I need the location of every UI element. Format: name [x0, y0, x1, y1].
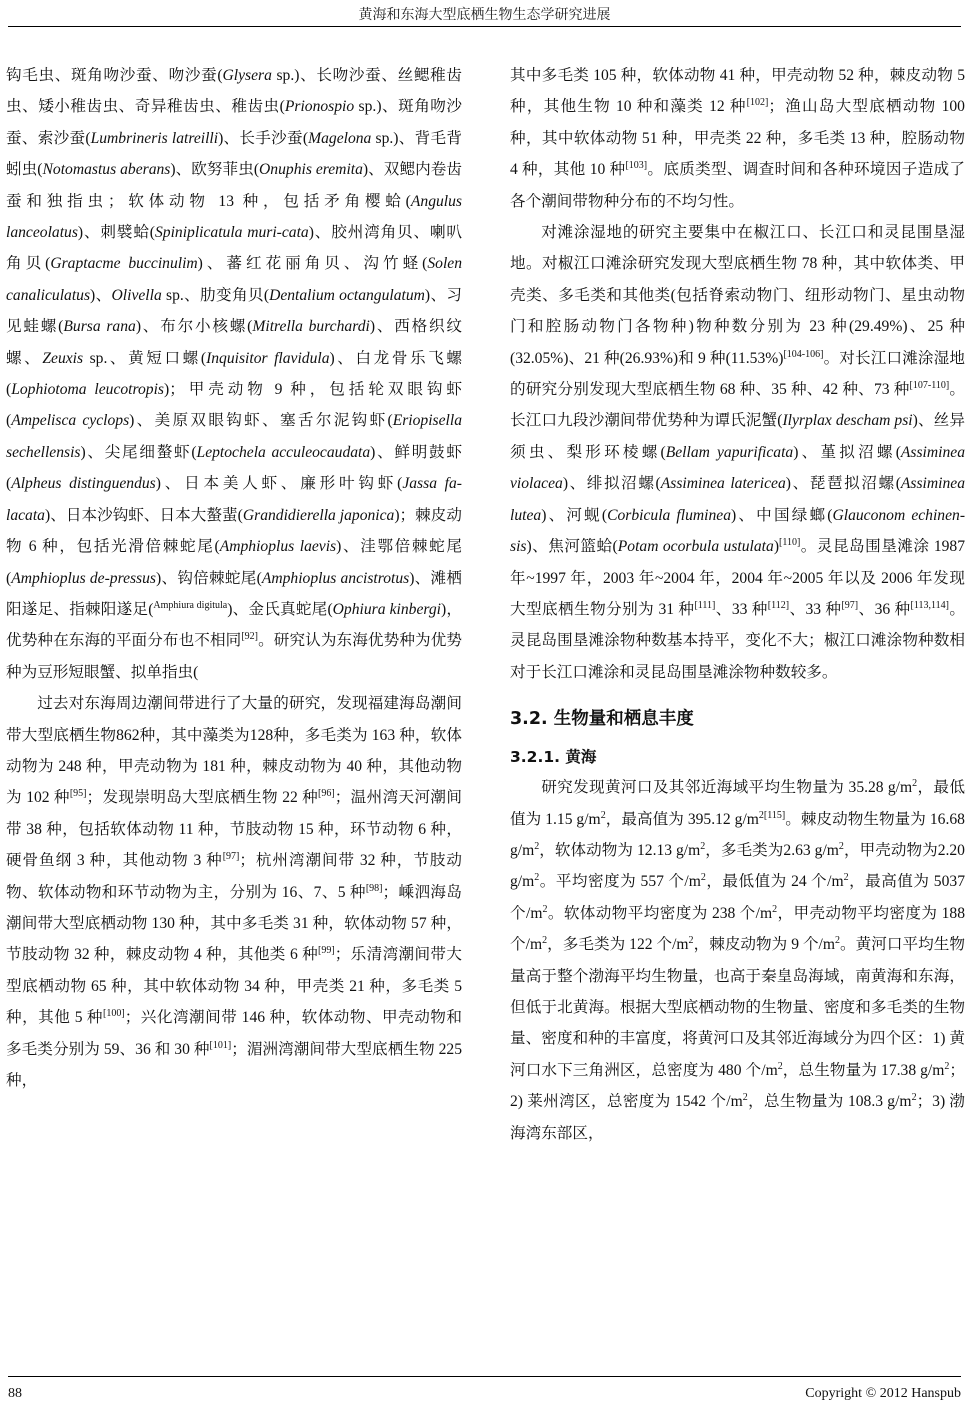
citation: [98] [365, 882, 383, 894]
running-head-title: 黄海和东海大型底栖生物生态学研究进展 [358, 7, 611, 23]
copyright-notice: Copyright © 2012 Hanspub [805, 1386, 961, 1401]
citation: [110] [779, 536, 801, 548]
citation: [101] [209, 1039, 232, 1051]
left-column [6, 60, 462, 1096]
left-paragraph-2: 过去对东海周边潮间带进行了大量的研究，发现福建海岛潮间带大型底栖生物862种，其中藻类为128种，多毛类为 163 种，软体动物为 248 种，甲壳动物为 181 种，棘皮动物为 40 种，其他动物为 102 种[95]；发现崇明岛大型底栖生物 22 种[96]；温州湾天河潮间带 38 种，包括软体动物 11 种，节肢动物 15 种，环节动物 6 种，硬骨鱼纲 3 种，其他动物 3 种[97]；杭州湾潮间带 32 种，节肢动物、软体动物和环节动物为主，分别为 16、7、5 种[98]；嵊泗海岛潮间带大型底栖动物 130 种，其中多毛类 31 种，软体动物 57 种，节肢动物 32 种，棘皮动物 4 种，其他类 6 种[99]；乐清湾潮间带大型底栖动物 65 种，其中软体动物 34 种，甲壳类 21 种，多毛类 5 种，其他 5 种[100]；兴化湾潮间带 146 种，软体动物、甲壳动物和多毛类分别为 59、36 和 30 种[101]；湄洲湾潮间带大型底栖生物 225 种， [6, 695, 462, 1089]
citation: [99] [318, 945, 335, 957]
citation: [112] [767, 599, 790, 611]
page-number: 88 [8, 1386, 22, 1401]
citation: [100] [103, 1008, 125, 1019]
right-paragraph-3: 研究发现黄河口及其邻近海域平均生物量为 35.28 $g/m^2$，最低值为 1.15 $g/m^2$，最高值为 395.12 $g/m^{2[115]}$。棘皮动物生物量为 16.68 $g/m^2$，软体动物为 12.13 $g/m^2$，多毛类为2.63 $g/m^2$，甲壳动物为2.20 $g/m^2$。平均密度为 557 个$/m^2$，最低值为 24 个$/m^2$，最高值为 5037 个$/m^2$。软体动物平均密度为 238 个$/m^2$，甲壳动物平均密度为 188 个$/m^2$，多毛类为 122 个$/m^2$，棘皮动物为 9 个$/m^2$。黄河口平均生物量高于整个渤海平均生物量，也高于秦皇岛海域，南黄海和东海，但低于北黄海。根据大型底栖动物的生物量、密度和多毛类的生物量、密度和种的丰富度，将黄河口及其邻近海域分为四个区：1) 黄河口水下三角洲区，总密度为 480 个$/m^2$，总生物量为 17.38 $g/m^2$；2) 莱州湾区，总密度为 1542 个$/m^2$，总生物量为 108.3 $g/m^2$；3) 渤海湾东部区， [510, 777, 965, 1142]
citation: [95] [69, 788, 87, 800]
citation: [113,114] [910, 599, 949, 611]
citation: [107-110] [909, 379, 950, 391]
citation: [115] [763, 809, 786, 821]
citation: [96] [318, 788, 335, 800]
header-rule [8, 26, 961, 27]
citation: [104-106] [783, 348, 824, 360]
citation: [102] [746, 97, 769, 109]
right-column [510, 60, 965, 1149]
footer-rule [8, 1376, 961, 1377]
subsection-heading: 3.2.1. 黄海 [510, 748, 597, 767]
citation: [103] [625, 160, 648, 172]
citation: [97] [222, 850, 240, 862]
right-paragraph-1: 其中多毛类 105 种，软体动物 41 种，甲壳动物 52 种，棘皮动物 5 种，其他生物 10 种和藻类 12 种[102]；渔山岛大型底栖动物 100 种，其中软体动物 51 种，甲壳类 22 种，多毛类 13 种，腔肠动物 4 种，其他 10 种[103]。底质类型、调查时间和各种环境因子造成了各个潮间带物种分布的不均匀性。 [510, 67, 965, 210]
right-paragraph-2: 对滩涂湿地的研究主要集中在椒江口、长江口和灵昆围垦湿地。对椒江口滩涂研究发现大型底栖生物 78 种，其中软体类、甲壳类、多毛类和其他类(包括脊索动物门、纽形动物门、星虫动物门和腔肠动物门各物种)物种数分别为 23 种(29.49%)、25 种(32.05%)、21 种(26.93%)和 9 种(11.53%)[104-106]。对长江口滩涂湿地的研究分别发现大型底栖生物 68 种、35 种、42 种、73 种[107-110]。长江口九段沙潮间带优势种为谭氏泥蟹(Ilyrplax descham psi)、丝异须虫、梨形环棱螺(Bellam yapurificata)、堇拟沼螺(Assiminea violacea)、绯拟沼螺(Assiminea latericea)、琵琶拟沼螺(Assiminea lutea)、河蚬(Corbicula fluminea)、中国绿螂(Glauconom echinen-sis)、焦河篮蛤(Potam ocorbula ustulata)[110]。灵昆岛围垦滩涂 1987 年~1997 年，2003 年~2004 年，2004 年~2005 年以及 2006 年发现大型底栖生物分别为 31 种[111]、33 种[112]、33 种[97]、36 种[113,114]。灵昆岛围垦滩涂物种数基本持平，变化不大；椒江口滩涂物种数相对于长江口滩涂和灵昆岛围垦滩涂物种数较多。 [510, 224, 966, 681]
section-heading: 3.2. 生物量和栖息丰度 [510, 709, 694, 730]
left-paragraph-1: 钩毛虫、斑角吻沙蚕、吻沙蚕(Glysera sp.)、长吻沙蚕、丝鳃稚齿虫、矮小稚齿虫、奇异稚齿虫、稚齿虫(Prionospio sp.)、斑角吻沙蚕、索沙蚕(Lumbrineris latreilli)、长手沙蚕(Magelona sp.)、背毛背蚓虫(Notomastus aberans)、欧努菲虫(Onuphis eremita)、双鳃内卷齿蚕和独指虫；软体动物 13 种，包括矛角樱蛤(Angulus lanceolatus)、刺襞蛤(Spiniplicatula muri-cata)、胶州湾角贝、喇叭角贝(Graptacme buccinulim)、蕃红花丽角贝、沟竹蛏(Solen canaliculatus)、Olivella sp.、肋变角贝(Dentalium octangulatum)、习见蛙螺(Bursa rana)、布尔小核螺(Mitrella burchardi)、西格织纹螺、Zeuxis sp.、黄短口螺(Inquisitor flavidula)、白龙骨乐飞螺(Lophiotoma leucotropis)；甲壳动物 9 种，包括轮双眼钩虾(Ampelisca cyclops)、美原双眼钩虾、塞舌尔泥钩虾(Eriopisella sechellensis)、尖尾细螯虾(Leptochela acculeocaudata)、鲜明鼓虾(Alpheus distinguendus)、日本美人虾、廉形叶钩虾(Jassa fa-lacata)、日本沙钩虾、日本大螯蜚(Grandidierella japonica)；棘皮动物 6 种，包括光滑倍棘蛇尾(Amphioplus laevis)、洼鄂倍棘蛇尾(Amphioplus de-pressus)、钩倍棘蛇尾(Amphioplus ancistrotus)、滩栖阳遂足、指棘阳遂足($^{Amphiura digitula}$)、金氏真蛇尾(Ophiura kinbergi)，优势种在东海的平面分布也不相同[92]。研究认为东海优势种为优势种为豆形短眼蟹、拟单指虫( [6, 67, 462, 681]
citation: [111] [694, 599, 716, 611]
citation: [92] [241, 631, 259, 643]
citation: Amphiura digitula [153, 599, 228, 611]
citation: [97] [841, 599, 859, 611]
